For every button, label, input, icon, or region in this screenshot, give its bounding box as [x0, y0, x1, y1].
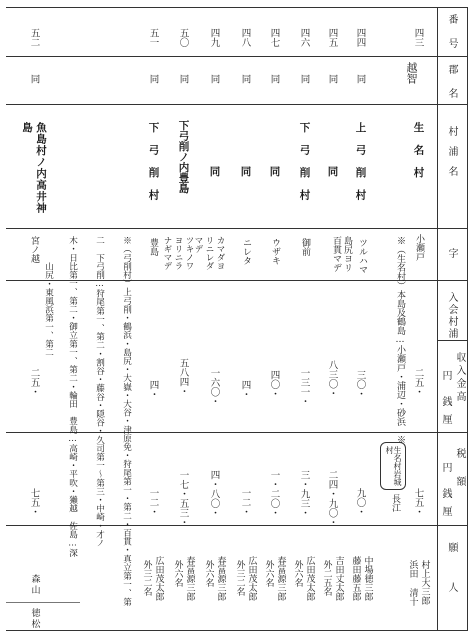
row-gun: 同: [208, 74, 220, 84]
row-applicant-1: 春冨源三郎: [215, 556, 226, 601]
table-bottom-border: [6, 630, 468, 631]
row-amount: 三〇・: [354, 370, 366, 399]
row-gun: 同: [177, 74, 189, 84]
note-yuge-2: 二 下弓削…狩尾第一、第二・割谷・藤谷・隠谷・久司第一〜第三・中崎・才ノ: [94, 236, 105, 547]
row-applicant-2: 外六名: [172, 560, 183, 587]
divider-sonpo: [6, 104, 468, 105]
row-gun: 同: [268, 74, 280, 84]
row-aza: 豊島: [148, 238, 158, 256]
row-tax: 一二・: [147, 488, 159, 517]
row-gun: 越智: [405, 62, 418, 84]
row-number: 四六: [298, 28, 310, 47]
row-mura: 魚島村ノ内高井神島: [21, 122, 47, 214]
row-mura: 上弓削村: [354, 122, 367, 212]
row-applicant-1: 広田茂太郎: [304, 556, 315, 601]
header-kin-rin: 厘: [440, 414, 451, 438]
row-amount: 四・: [239, 380, 251, 399]
row-gun: 同: [147, 74, 159, 84]
row-aza: 島尻ヨリ百貫マデ: [331, 236, 352, 272]
row-applicant-2: 外三二名: [141, 560, 152, 596]
row-applicant-1: 春冨源三郎: [275, 556, 286, 601]
header-kin-taka: 収入金高: [454, 352, 465, 404]
header-zei-sen: 銭: [440, 488, 451, 512]
note-yuge-3: 木・日比第一、第二・御立第一、第二・輪田 豊島…高崎・平吹・獺越 佐島…深: [67, 236, 78, 557]
row-amount: 四・: [147, 380, 159, 399]
note-ikina: ※（生名村）本島及鶴島…小瀬戸・浦辺・砂浜 ※: [395, 236, 405, 444]
note-yuge-4: 山尻・東風浜第一、第二: [43, 262, 54, 357]
row-mura: 生名村: [412, 122, 425, 190]
row-gun: 同: [298, 74, 310, 84]
header-gannin: 願人: [446, 542, 457, 622]
row-amount: 二五・: [412, 368, 424, 397]
row-tax: 九〇・: [354, 488, 366, 517]
row-gun: 同: [28, 74, 40, 84]
row-number: 四五: [326, 28, 338, 47]
header-kin-yen: 円: [440, 370, 451, 394]
header-column-divider: [437, 7, 438, 631]
row-applicant-1: 広田茂太郎: [153, 556, 164, 601]
table-right-border: [467, 7, 468, 631]
row-tax: 一・二〇・: [268, 470, 280, 518]
header-zei-yen: 円: [440, 462, 451, 486]
header-sonpomei: 村浦名: [446, 126, 457, 186]
header-aza: 字: [446, 248, 457, 272]
row-applicant-1: 村上大三郎: [419, 560, 430, 605]
row-applicant-2: 外二五名: [321, 560, 332, 596]
row-applicant-1: 春冨源三郎: [184, 556, 195, 601]
header-bango: 番号: [446, 14, 457, 62]
row-tax: 一七・五三・: [177, 470, 189, 527]
note-ikina-paren-text: 生名村岩城村: [385, 446, 402, 486]
note-ikina-tail: 長江: [390, 494, 400, 512]
header-iriai: 入会村浦: [446, 292, 457, 340]
note-yuge-1: ※（弓削村）上弓削・鶴浜・島尻・大嶽・大谷・津原免・狩尾第一・第二・百貫・真立第一、第: [121, 236, 132, 606]
row-aza: ニレタ: [241, 238, 251, 265]
row-tax: 二四・九〇・: [326, 470, 338, 527]
row-aza: ツルハマ: [357, 238, 367, 274]
row-aza: ツキノワヨリニラナギマデ: [162, 236, 194, 270]
row-applicant-2: 外六名: [203, 560, 214, 587]
row-mura: 下弓削村: [147, 122, 160, 212]
row-number: 五一: [147, 28, 159, 47]
divider-mura: [6, 228, 468, 229]
row-aza: 小瀬戸: [414, 234, 424, 261]
row-mura: 同: [208, 166, 221, 177]
row-amount: 八三〇・: [326, 360, 338, 398]
row-number: 四八: [239, 28, 251, 47]
row-amount: 一六〇・: [208, 368, 220, 406]
row-aza: 宮ノ越: [29, 236, 39, 263]
row-applicant-2: 外六名: [292, 560, 303, 587]
row-applicant-2: 藤田藤五郎: [350, 556, 361, 601]
row-applicant-1: 森山 徳松: [29, 574, 40, 630]
row-applicant-1: 中場徳三郎: [362, 556, 373, 601]
row-mura: 同: [239, 166, 252, 177]
row-mura: 同: [326, 166, 339, 177]
header-gunmei: 郡名: [446, 64, 457, 112]
row-amount: 一三一・: [298, 368, 310, 406]
header-zei-rin: 厘: [440, 506, 451, 530]
row-gun: 同: [239, 74, 251, 84]
header-zei: 税額: [454, 448, 465, 504]
row-gun: 同: [354, 74, 366, 84]
row-mura: 下弓削ノ内豊島: [177, 120, 190, 194]
row-mura: 同: [268, 166, 281, 177]
row-number: 四九: [208, 28, 220, 47]
row-tax: 四・八〇・: [208, 470, 220, 518]
row-applicant-1: 広田茂太郎: [246, 556, 257, 601]
row-applicant-1: 吉田丈太郎: [333, 556, 344, 601]
row-applicant-2: 外六名: [263, 560, 274, 587]
row-tax: 三・九三・: [298, 470, 310, 518]
row-tax: 一二・: [239, 488, 251, 517]
divider-notes-bottom: [6, 602, 80, 603]
row-number: 四四: [354, 28, 366, 47]
row-gun: 同: [326, 74, 338, 84]
row-aza: ウザキ: [270, 238, 280, 265]
row-tax: 七五・: [412, 488, 424, 517]
row-mura: 下弓削村: [298, 122, 311, 212]
row-number: 四七: [268, 28, 280, 47]
header-kin-sen: 銭: [440, 396, 451, 420]
row-amount: 二五・: [28, 368, 40, 397]
divider-gun: [6, 56, 468, 57]
row-number: 五〇: [177, 28, 189, 47]
row-applicant-2: 浜田 清十: [407, 560, 418, 606]
row-tax: 七五・: [28, 488, 40, 517]
row-amount: 五八四・: [177, 358, 189, 396]
row-number: 五二: [28, 28, 40, 47]
divider-iriai: [438, 340, 468, 341]
row-aza: 御前: [300, 238, 310, 256]
row-number: 四三: [412, 28, 424, 47]
table-top-border: [6, 7, 468, 8]
row-applicant-2: 外三二名: [234, 560, 245, 596]
row-amount: 四〇・: [268, 370, 280, 399]
row-aza: カマダヨリニレダマデ: [193, 236, 225, 270]
